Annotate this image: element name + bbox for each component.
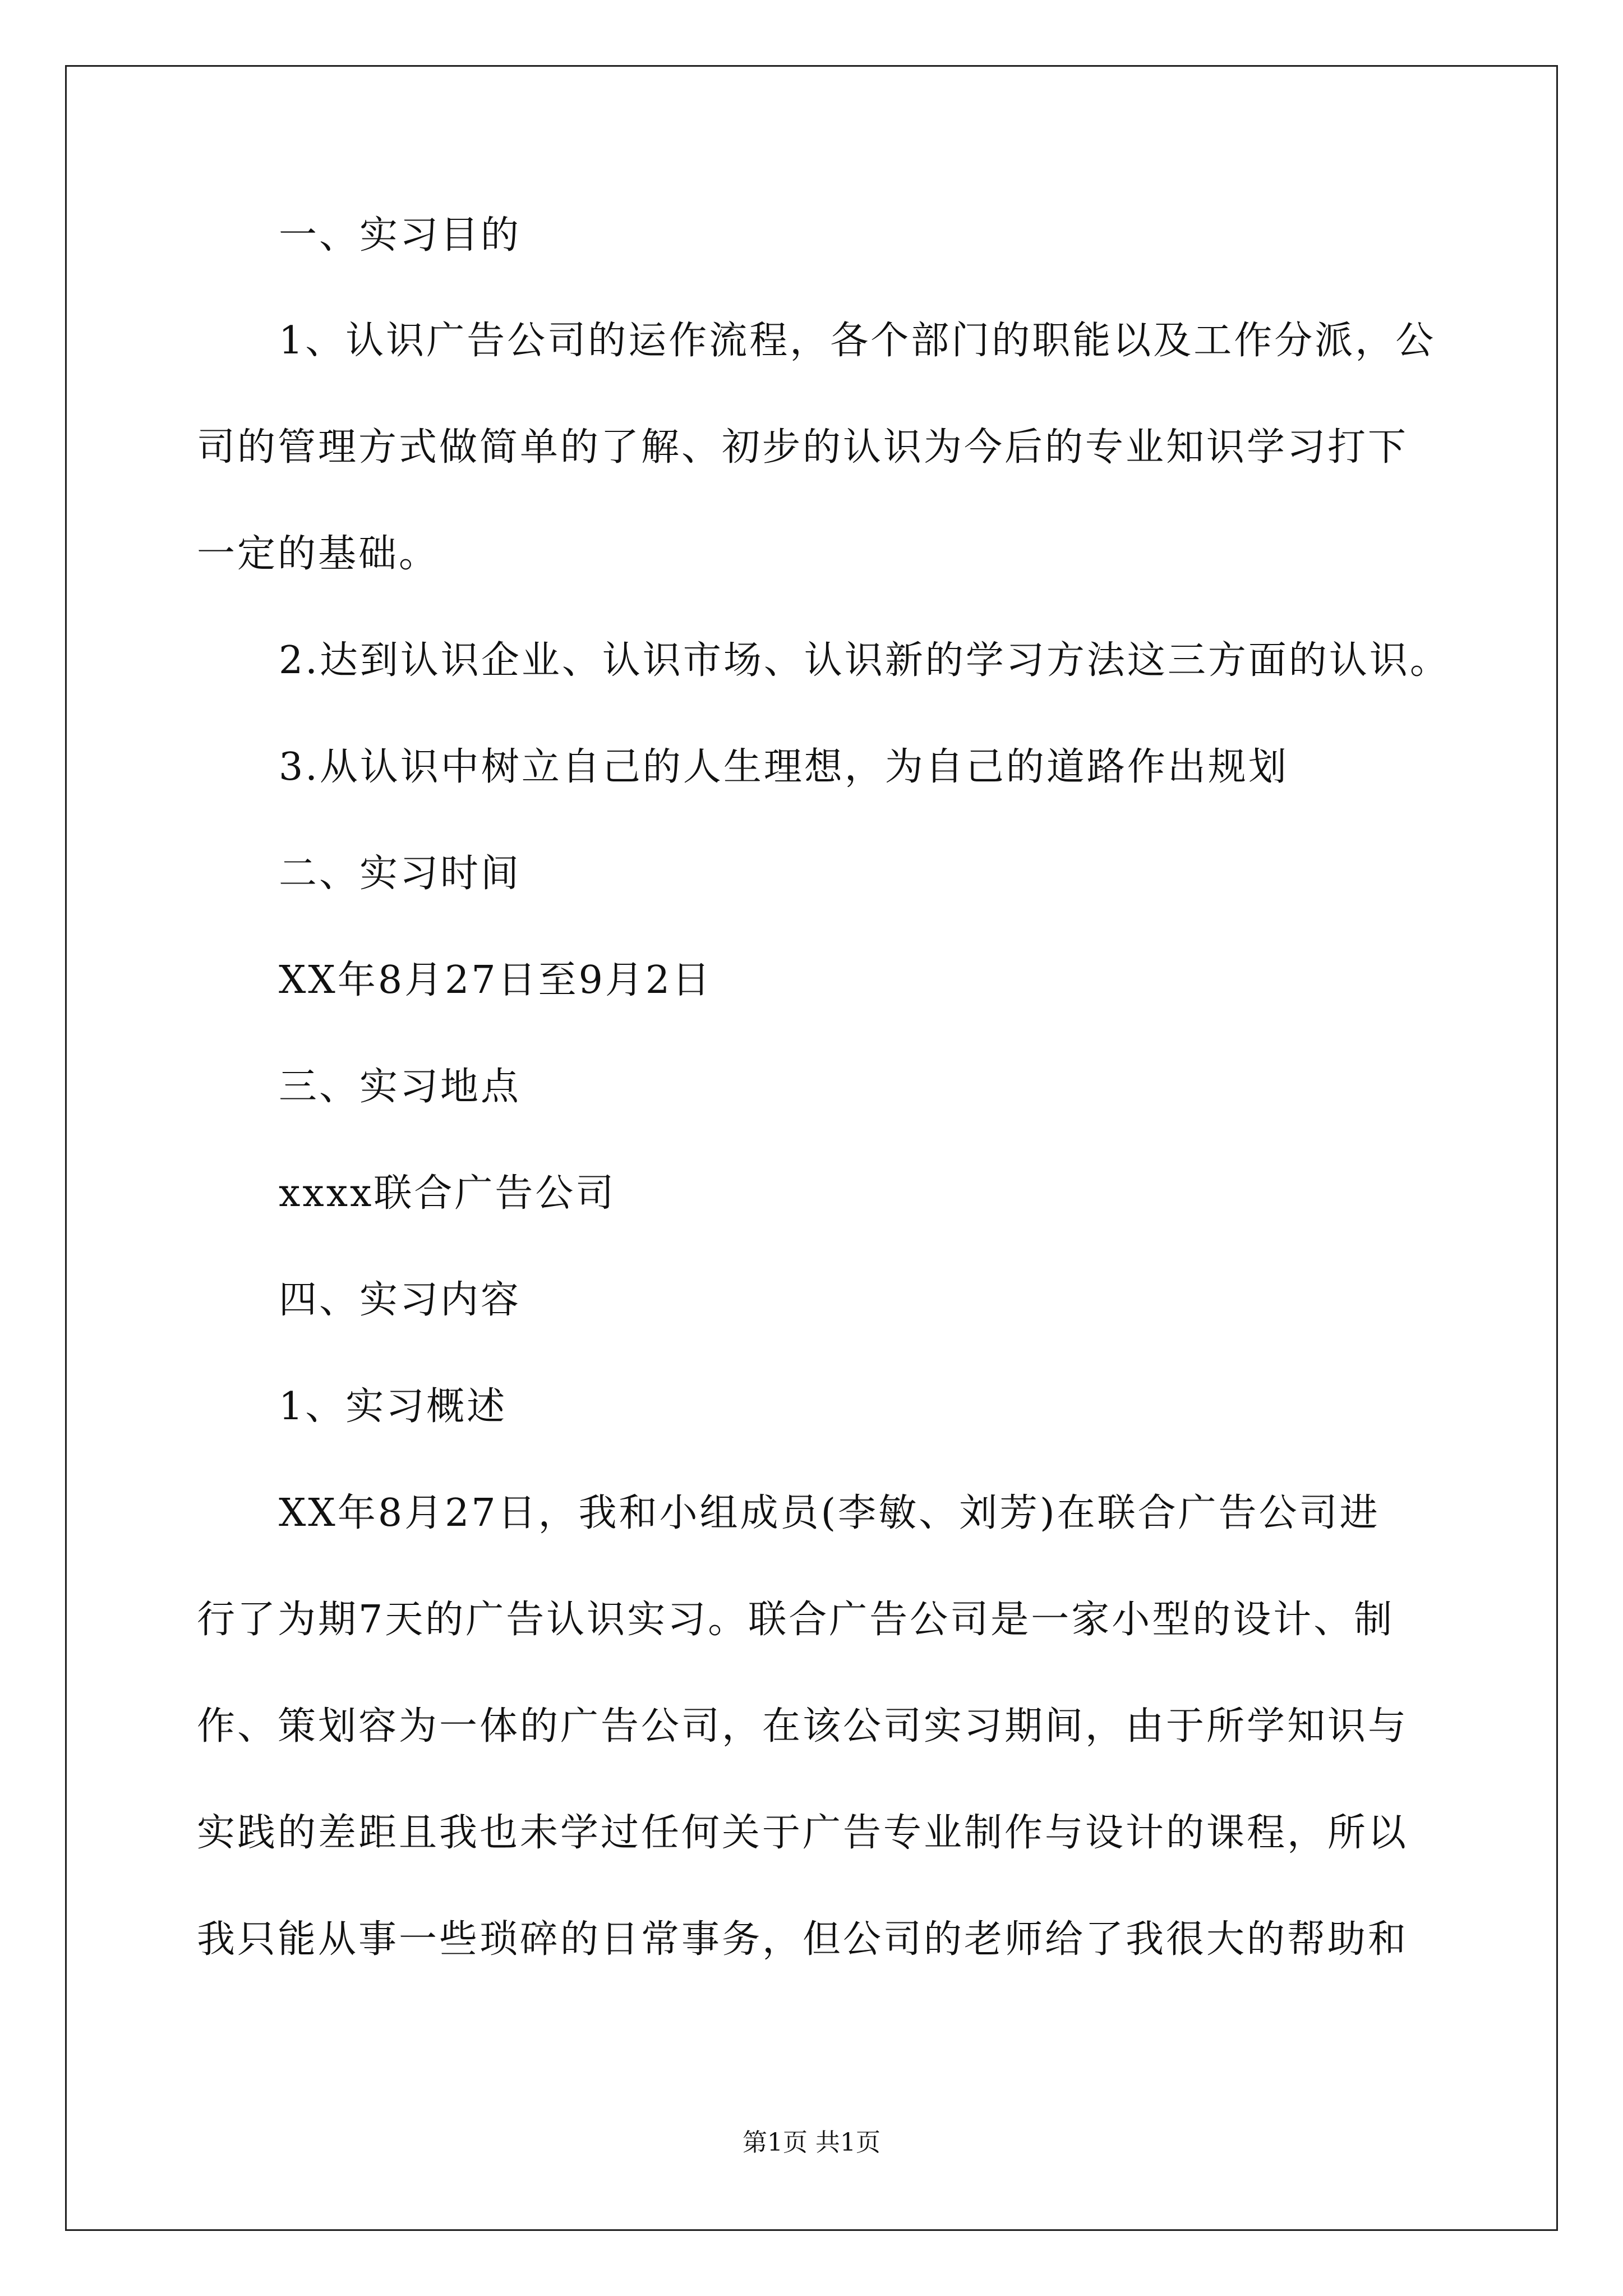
- paragraph-line: 实践的差距且我也未学过任何关于广告专业制作与设计的课程，所以: [197, 1811, 1409, 1855]
- paragraph-line: 行了为期7天的广告认识实习。联合广告公司是一家小型的设计、制: [197, 1598, 1395, 1642]
- paragraph-line: xxxx联合广告公司: [279, 1171, 616, 1216]
- heading-content: 四、实习内容: [279, 1278, 522, 1322]
- paragraph-line: 司的管理方式做简单的了解、初步的认识为今后的专业知识学习打下: [197, 425, 1409, 470]
- heading-objective: 一、实习目的: [279, 213, 522, 257]
- paragraph-line: 我只能从事一些琐碎的日常事务，但公司的老师给了我很大的帮助和: [197, 1917, 1409, 1962]
- heading-time: 二、实习时间: [279, 852, 522, 896]
- paragraph-line: XX年8月27日至9月2日: [279, 958, 713, 1002]
- paragraph-line: 3.从认识中树立自己的人生理想，为自己的道路作出规划: [279, 745, 1289, 789]
- paragraph-line: 作、策划容为一体的广告公司，在该公司实习期间，由于所学知识与: [197, 1704, 1409, 1749]
- subheading-overview: 1、实习概述: [279, 1384, 508, 1429]
- page-border: [65, 65, 1558, 2231]
- heading-location: 三、实习地点: [279, 1065, 522, 1109]
- paragraph-line: 1、认识广告公司的运作流程，各个部门的职能以及工作分派，公: [279, 319, 1436, 363]
- paragraph-line: XX年8月27日，我和小组成员(李敏、刘芳)在联合广告公司进: [279, 1491, 1380, 1535]
- page-number-footer: 第1页 共1页: [743, 2128, 880, 2157]
- paragraph-line: 一定的基础。: [197, 532, 440, 576]
- paragraph-line: 2.达到认识企业、认识市场、认识新的学习方法这三方面的认识。: [279, 638, 1450, 683]
